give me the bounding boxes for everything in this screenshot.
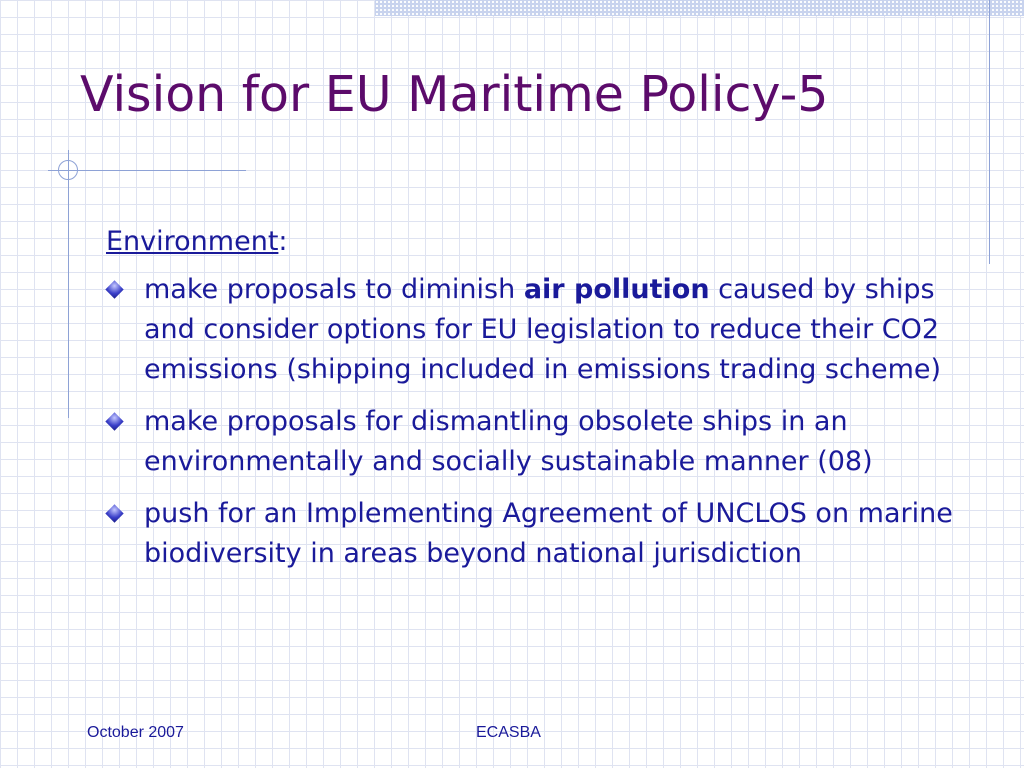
decorative-vertical-line-left [68,150,69,418]
bullet-list [106,270,956,574]
section-heading-label: Environment [106,226,279,257]
diamond-bullet-icon [105,504,123,522]
section-heading-colon: : [278,226,288,257]
bullet-text: make proposals for dismantling obsolete ships in an environmentally and socially sustainable manner (08) [144,406,873,477]
decorative-circle-icon [58,160,78,180]
bullet-text-before: make proposals to diminish [144,274,524,305]
diamond-bullet-icon [105,412,123,430]
decorative-vertical-line-right [989,0,990,264]
bullet-item-air-pollution [106,270,956,390]
diamond-bullet-icon [105,280,123,298]
bullet-text-after: caused by ships and consider options for EU legislation to reduce their CO2 emissions (shipping included in emissions trading scheme) [144,274,942,385]
bullet-item-unclos [106,494,956,574]
decorative-top-band [375,0,1024,16]
footer-date: October 2007 [87,724,184,741]
slide-title: Vision for EU Maritime Policy-5 [80,66,829,123]
footer-organization: ECASBA [476,724,541,741]
slide-content [106,222,956,586]
bullet-text-bold: air pollution [523,274,710,305]
bullet-text: push for an Implementing Agreement of UNCLOS on marine biodiversity in areas beyond national jurisdiction [144,498,953,569]
section-heading [106,222,956,262]
bullet-item-dismantling [106,402,956,482]
